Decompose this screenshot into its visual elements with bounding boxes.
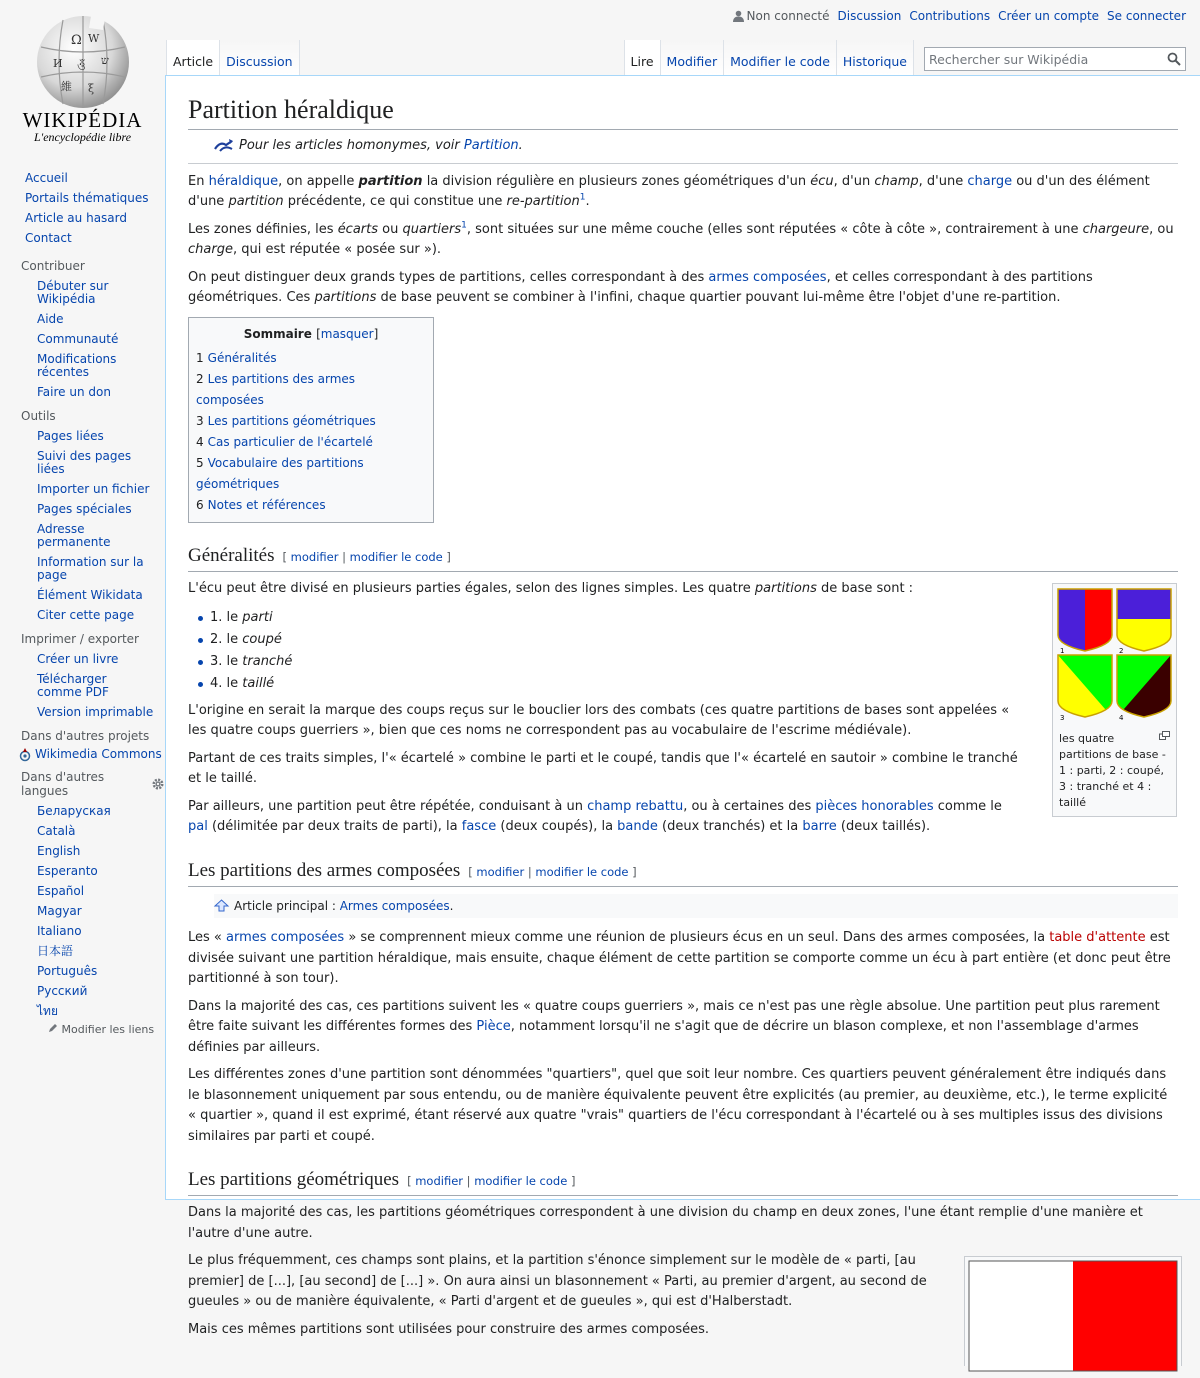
text: est divisée suivant une partition héraldique, mais ensuite, chaque élément de cette partition se comporte comme un écu à part entière (et donc peut être partitionné à son tour). <box>188 930 1171 986</box>
hatnote-text <box>239 136 523 157</box>
sidebar-heading-tools: Outils <box>21 409 56 423</box>
thumbnail-caption-text: les quatre partitions de base - 1 : parti, 2 : coupé, 3 : tranché et 4 : taillé <box>1059 731 1166 809</box>
text: re-partition <box>506 194 580 209</box>
toc-link[interactable]: Les partitions géométriques <box>207 414 376 428</box>
sidebar-item-suivi[interactable]: Suivi des pages liées <box>37 449 132 476</box>
personal-link-create-account[interactable]: Créer un compte <box>998 9 1100 23</box>
s3-paragraph-3: Mais ces mêmes partitions sont utilisées pour construire des armes composées. <box>188 1321 710 1337</box>
main-article-text <box>234 896 453 917</box>
text: charge <box>188 242 233 257</box>
text: Article principal : <box>234 898 340 913</box>
toc-number: 6 <box>196 498 204 512</box>
tab-article-label: Article <box>173 54 214 69</box>
shield-label-4: 4 <box>1119 714 1124 722</box>
text: tranché <box>242 653 293 669</box>
tab-discussion-label: Discussion <box>226 54 293 69</box>
toc-item[interactable] <box>196 411 426 432</box>
reference-1[interactable]: 1 <box>579 192 586 203</box>
tab-discussion[interactable] <box>220 40 299 75</box>
main-article-note <box>214 894 1178 919</box>
svg-text:ξ: ξ <box>88 82 95 95</box>
link-fasce[interactable]: fasce <box>461 819 497 834</box>
tab-lire[interactable] <box>624 40 661 75</box>
sidebar-heading-contribute: Contribuer <box>21 259 85 273</box>
text: (deux tranchés) et la <box>657 819 803 834</box>
s1-paragraph-1 <box>188 579 1018 600</box>
section-3-text <box>188 1251 933 1340</box>
personal-link-discussion[interactable]: Discussion <box>837 9 902 23</box>
svg-text:И: И <box>53 57 63 70</box>
svg-text:ש: ש <box>101 54 109 67</box>
lang-ca[interactable]: Català <box>37 824 76 838</box>
text: , qui est réputée « posée sur »). <box>232 242 442 257</box>
text: parti <box>242 609 273 625</box>
not-connected-status <box>733 9 830 23</box>
lang-hu[interactable]: Magyar <box>37 904 82 918</box>
logo-tagline: L'encyclopédie libre <box>33 130 132 144</box>
parti-argent-gueules-image[interactable] <box>968 1260 1178 1370</box>
lang-en[interactable]: English <box>37 844 81 858</box>
svg-text:ওঁ: ওঁ <box>77 59 86 73</box>
pencil-icon <box>48 1023 58 1033</box>
edit-links-label: Modifier les liens <box>61 1023 155 1036</box>
link-armes-composees[interactable]: armes composées <box>708 269 827 285</box>
main-article-link[interactable]: Armes composées <box>339 898 450 913</box>
svg-text:維: 維 <box>61 80 72 93</box>
sidebar-item-importer[interactable]: Importer un fichier <box>37 482 150 496</box>
text: de base sont : <box>816 581 914 596</box>
search-icon[interactable] <box>1167 52 1181 66</box>
hatnote-suffix: . <box>518 138 523 153</box>
text: , d'une <box>918 173 968 189</box>
sidebar-item-accueil[interactable]: Accueil <box>25 171 68 185</box>
text: quartiers <box>402 221 462 237</box>
sidebar <box>0 165 165 1044</box>
sidebar-item-information[interactable]: Information sur la page <box>37 555 144 582</box>
search-input[interactable] <box>925 48 1155 70</box>
table-of-contents <box>188 317 434 524</box>
text: chargeure <box>1082 221 1150 237</box>
link-charge[interactable]: charge <box>967 173 1013 189</box>
section-edit-links: [ modifier | modifier le code ] <box>468 864 637 879</box>
sidebar-item-modifications[interactable]: Modifications récentes <box>37 352 117 379</box>
user-icon <box>733 10 744 22</box>
sidebar-item-pdf[interactable]: Télécharger comme PDF <box>37 672 109 699</box>
text: partitions <box>314 290 377 305</box>
personal-link-login[interactable]: Se connecter <box>1107 9 1186 23</box>
text: écu <box>810 173 834 189</box>
enlarge-icon[interactable] <box>1159 731 1170 740</box>
content <box>165 75 1200 1337</box>
edit-link[interactable]: modifier <box>290 550 339 564</box>
edit-link[interactable]: modifier <box>476 864 525 879</box>
hatnote-divider <box>188 163 1178 164</box>
not-connected-label: Non connecté <box>746 9 830 23</box>
section-heading-generalites <box>188 543 1178 572</box>
s1-paragraph-4 <box>188 797 1018 838</box>
text: partition <box>228 194 284 209</box>
toc-number: 5 <box>196 456 204 470</box>
shield-label-2: 2 <box>1119 647 1124 655</box>
sidebar-item-aide[interactable]: Aide <box>37 312 64 326</box>
sidebar-item-pages-liees[interactable]: Pages liées <box>37 429 104 443</box>
section-heading-armes-composees <box>188 858 1178 887</box>
section-edit-links: [ modifier | modifier le code ] <box>282 550 451 564</box>
text: (deux coupés), la <box>496 819 618 834</box>
search-box <box>924 47 1186 71</box>
lang-eo[interactable]: Esperanto <box>37 864 98 878</box>
text: comme le <box>933 798 1002 814</box>
sidebar-item-speciales[interactable]: Pages spéciales <box>37 502 132 516</box>
link-pieces-honorables[interactable]: pièces honorables <box>815 798 934 814</box>
text: , sont situées sur une même couche (elles sont réputées « côte à côte », contrairement à une <box>466 221 1083 237</box>
lang-ja[interactable]: 日本語 <box>37 944 74 958</box>
intro-paragraph-1 <box>188 172 1178 213</box>
shield-label-3: 3 <box>1060 714 1065 722</box>
text: 3. le <box>210 653 243 669</box>
toc-toggle-wrapper: [masquer] <box>316 326 379 341</box>
reference-1b[interactable]: 1 <box>461 220 467 231</box>
text: 4. le <box>210 675 243 691</box>
page-title: Partition héraldique <box>188 94 1178 130</box>
s3-paragraph-1: Dans la majorité des cas, les partitions géométriques correspondent à une division du champ en deux zones, l'une étant remplie d'une manière et l'autre d'une autre. <box>188 1205 1143 1241</box>
wikipedia-logo[interactable] <box>0 0 165 160</box>
toc-item[interactable] <box>196 495 426 516</box>
edit-source-link[interactable]: modifier le code <box>349 550 443 564</box>
term-partition: partition <box>358 173 423 189</box>
tab-modifier-code-label: Modifier le code <box>730 54 830 69</box>
text: Les « <box>188 930 227 945</box>
list-item <box>208 607 1018 629</box>
gear-icon[interactable] <box>151 777 165 791</box>
link-barre[interactable]: barre <box>802 819 837 834</box>
edit-link[interactable]: modifier <box>415 1174 463 1188</box>
section-1-text <box>188 579 1018 838</box>
puzzle-globe-icon <box>33 12 133 112</box>
partition-list <box>208 607 1018 695</box>
text: partitions <box>754 581 817 596</box>
sidebar-item-communaute[interactable]: Communauté <box>37 332 119 346</box>
s1-paragraph-3: Partant de ces traits simples, l'« écartelé » combine le parti et le coupé, tandis que l'« écartelé en sautoir » combine le tranché et le taillé. <box>188 750 1018 786</box>
redlink-table-attente[interactable]: table d'attente <box>1049 930 1146 945</box>
sidebar-item-citer[interactable]: Citer cette page <box>37 608 135 622</box>
logo-wordmark: WIKIPÉDIA <box>22 108 143 132</box>
text: ou d'un des élément d'une <box>188 173 1150 209</box>
toc-title-label: Sommaire <box>243 326 312 341</box>
lang-es[interactable]: Español <box>37 884 85 898</box>
sidebar-contribute <box>0 259 165 401</box>
text: (délimitée par deux traits de parti), la <box>207 819 462 834</box>
text: , on appelle <box>278 173 359 189</box>
toc-title <box>196 324 426 345</box>
sidebar-heading-languages <box>0 770 165 798</box>
sidebar-item-wikidata[interactable]: Élément Wikidata <box>37 588 143 602</box>
text: 1. le <box>210 609 243 625</box>
hatnote-prefix: Pour les articles homonymes, voir <box>239 138 464 153</box>
lang-th[interactable]: ไทย <box>37 1004 58 1018</box>
tab-article[interactable] <box>166 40 220 75</box>
text: la division régulière en plusieurs zones géométriques d'un <box>422 173 811 189</box>
link-bande[interactable]: bande <box>617 819 658 834</box>
sidebar-item-portails[interactable]: Portails thématiques <box>25 191 149 205</box>
lang-be[interactable]: Беларуская <box>37 804 111 818</box>
s2-paragraph-2 <box>188 997 1178 1059</box>
view-tabs <box>624 40 1186 75</box>
sidebar-item-debuter[interactable]: Débuter sur Wikipédia <box>37 279 109 306</box>
text: On peut distinguer deux grands types de partitions, celles correspondant à des <box>188 269 709 285</box>
tab-lire-label: Lire <box>630 54 654 69</box>
sidebar-item-don[interactable]: Faire un don <box>37 385 111 399</box>
toc-item[interactable] <box>196 453 426 495</box>
text: En <box>188 173 209 189</box>
sidebar-projects <box>0 729 165 762</box>
list-item <box>208 629 1018 651</box>
section-title: Les partitions géométriques <box>188 1169 400 1190</box>
link-heraldique[interactable]: héraldique <box>208 173 279 189</box>
toc-link[interactable]: Cas particulier de l'écartelé <box>207 435 373 449</box>
sidebar-item-contact[interactable]: Contact <box>25 231 72 245</box>
text: ou <box>378 221 403 237</box>
text: L'écu peut être divisé en plusieurs parties égales, selon des lignes simples. Les quatre <box>188 581 755 596</box>
section-heading-geometriques <box>188 1167 1178 1196</box>
wikimedia-commons-icon <box>18 748 32 762</box>
text: coupé <box>242 631 282 647</box>
text: Les zones définies, les <box>188 221 338 237</box>
section-3-body <box>188 1251 1178 1340</box>
link-champ-rebattu[interactable]: champ rebattu <box>587 798 684 814</box>
thumbnail-caption <box>1056 729 1173 813</box>
text: , et celles correspondant à des partitions géométriques. Ces <box>188 269 1093 305</box>
lang-pt[interactable]: Português <box>37 964 98 978</box>
text: , d'un <box>833 173 875 189</box>
text: , ou à certaines des <box>683 798 816 814</box>
toc-link[interactable]: Les partitions des armes composées <box>196 372 356 407</box>
toc-number: 3 <box>196 414 204 428</box>
tab-historique[interactable] <box>837 40 914 75</box>
s2-paragraph-1 <box>188 928 1178 990</box>
sidebar-item-hasard[interactable]: Article au hasard <box>25 211 127 225</box>
sidebar-item-permanente[interactable]: Adresse permanente <box>37 522 111 549</box>
hatnote-link-partition[interactable]: Partition <box>463 138 519 153</box>
toc-link[interactable]: Généralités <box>207 351 277 365</box>
text: Par ailleurs, une partition peut être répétée, conduisant à un <box>188 798 588 814</box>
toc-number: 4 <box>196 435 204 449</box>
namespace-tabs <box>166 40 300 75</box>
section-edit-links: [ modifier | modifier le code ] <box>407 1174 576 1188</box>
sidebar-item-commons-label[interactable]: Wikimedia Commons <box>35 747 162 761</box>
text: , notamment lorsqu'il ne s'agit que de décrire un blason complexe, et non l'assemblage d'armes définies par ailleurs. <box>188 1019 1139 1055</box>
text: champ <box>874 173 919 189</box>
text: » se comprennent mieux comme une réunion de plusieurs écus en un seul. Dans des armes composées, la <box>344 930 1050 945</box>
toc-number: 1 <box>196 351 204 365</box>
main-article-arrow-icon <box>214 899 229 912</box>
sidebar-item-commons[interactable] <box>0 748 165 762</box>
toc-link[interactable]: Notes et références <box>207 498 326 512</box>
four-partitions-image[interactable] <box>1056 587 1173 721</box>
thumbnail-parti <box>964 1256 1182 1366</box>
section-title: Les partitions des armes composées <box>188 859 461 881</box>
personal-tools <box>733 9 1186 23</box>
shield-label-1: 1 <box>1060 647 1065 655</box>
text: , ou <box>1149 221 1174 237</box>
text: 2. le <box>210 631 243 647</box>
tab-modifier[interactable] <box>661 40 725 75</box>
thumbnail-partitions <box>1052 583 1177 817</box>
link-pal[interactable]: pal <box>188 819 208 834</box>
text: taillé <box>242 675 275 691</box>
sidebar-item-imprimable[interactable]: Version imprimable <box>37 705 154 719</box>
text: (deux taillés). <box>836 819 931 834</box>
sidebar-languages <box>0 770 165 1036</box>
link-armes-composees-2[interactable]: armes composées <box>226 930 345 945</box>
toc-item[interactable] <box>196 369 426 411</box>
text: écarts <box>337 221 379 237</box>
intro-paragraph-3 <box>188 268 1178 309</box>
s1-paragraph-2: L'origine en serait la marque des coups reçus sur le bouclier lors des combats (ces quatre partitions de bases sont appelées « les quatre coups guerriers », bien que ces noms ne correspondent pas au vocabulaire de l'escrime médiévale). <box>188 702 1010 738</box>
svg-text:Ω: Ω <box>71 33 82 48</box>
hatnote <box>188 136 1178 157</box>
toc-item[interactable] <box>196 432 426 453</box>
link-piece[interactable]: Pièce <box>476 1019 511 1034</box>
text: . <box>585 194 590 209</box>
list-item <box>208 651 1018 673</box>
section-title: Généralités <box>188 545 275 566</box>
toc-item[interactable] <box>196 348 426 369</box>
text: . <box>449 898 454 913</box>
sidebar-tools <box>0 409 165 624</box>
tab-modifier-label: Modifier <box>666 54 718 69</box>
sidebar-heading-print: Imprimer / exporter <box>21 632 139 646</box>
sidebar-heading-projects: Dans d'autres projets <box>21 729 150 743</box>
edit-source-link[interactable]: modifier le code <box>474 1174 568 1188</box>
section-1-body <box>188 579 1178 838</box>
disambiguation-icon <box>214 139 234 153</box>
sidebar-navigation <box>0 170 165 247</box>
intro-paragraph-2 <box>188 220 1178 261</box>
edit-links[interactable] <box>0 1023 165 1036</box>
text: de base peuvent se combiner à l'infini, chaque quartier pouvant lui-même être l'objet d'une re-partition. <box>376 290 1061 305</box>
s2-paragraph-3: Les différentes zones d'une partition sont dénommées "quartiers", quel que soit leur nombre. Ces quartiers peuvent généralement être indiqués dans le blasonnement uniquement par sous entendu, ou de manière équivalente peuvent être explicités (au premier, au deuxième, etc.), le terme explicité « quartier », quand il est exprimé, étant réservé aux quatre "vrais" quartiers de l'écu correspondant à l'écartelé ou à ses multiples issus des divisions similaires par parti et coupé. <box>188 1067 1168 1144</box>
lang-it[interactable]: Italiano <box>37 924 82 938</box>
languages-heading-label: Dans d'autres langues <box>21 770 105 798</box>
toc-toggle[interactable]: masquer <box>320 326 374 341</box>
s3-paragraph-2: Le plus fréquemment, ces champs sont plains, et la partition s'énonce simplement sur le modèle de « parti, [au premier] de [...], [au second] de [...] ». On aura ainsi un blasonnement « Parti, au premier d'argent, au second de gueules » ou de manière équivalente, « Parti d'argent et de gueules », qui est d'Halberstadt. <box>188 1253 927 1309</box>
tab-historique-label: Historique <box>842 54 907 69</box>
svg-text:W: W <box>88 32 100 45</box>
toc-link[interactable]: Vocabulaire des partitions géométriques <box>196 456 364 491</box>
tab-modifier-code[interactable] <box>724 40 837 75</box>
lang-ru[interactable]: Русский <box>37 984 88 998</box>
list-item <box>208 673 1018 695</box>
sidebar-print <box>0 632 165 721</box>
toc-number: 2 <box>196 372 204 386</box>
text: Dans la majorité des cas, ces partitions suivent les « quatre coups guerriers », mais ce n'est pas une règle absolue. Une partition peut plus rarement être faite suivant les différentes formes des <box>188 998 1160 1034</box>
text: précédente, ce qui constitue une <box>283 194 507 209</box>
edit-source-link[interactable]: modifier le code <box>535 864 629 879</box>
sidebar-item-livre[interactable]: Créer un livre <box>37 652 119 666</box>
personal-link-contributions[interactable]: Contributions <box>909 9 991 23</box>
